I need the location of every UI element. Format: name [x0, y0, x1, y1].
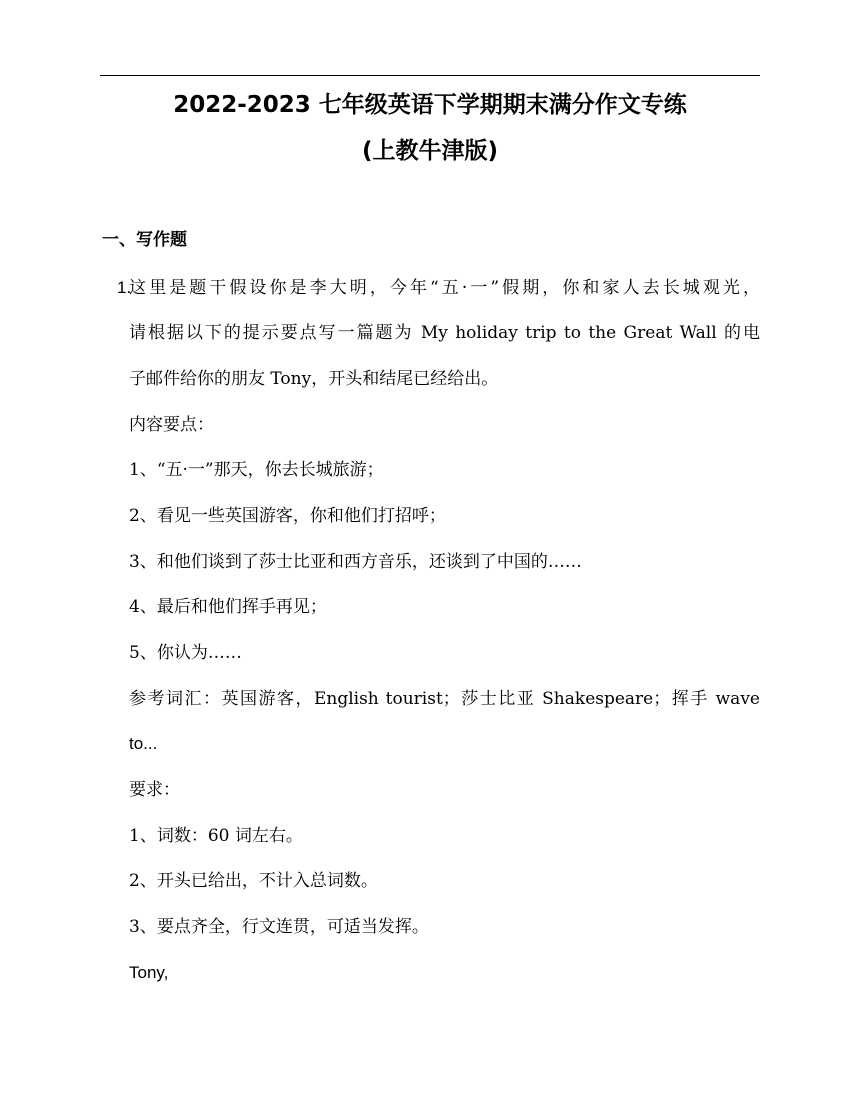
point-item: 5、你认为……	[129, 643, 242, 663]
document-subtitle: (上教牛津版)	[361, 138, 499, 164]
point-item: 4、最后和他们挥手再见；	[129, 597, 327, 617]
document-title: 2022-2023 七年级英语下学期期末满分作文专练	[173, 92, 687, 118]
header-rule	[100, 75, 760, 76]
point-item: 3、和他们谈到了莎士比亚和西方音乐，还谈到了中国的……	[129, 552, 582, 572]
question-number: 1.	[117, 278, 132, 297]
point-item: 2、看见一些英国游客，你和他们打招呼；	[129, 506, 446, 526]
question-stem-line: 子邮件给你的朋友 Tony，开头和结尾已经给出。	[129, 369, 499, 389]
requirement-item: 1、词数：60 词左右。	[129, 826, 303, 846]
requirement-item: 2、开头已给出，不计入总词数。	[129, 871, 378, 891]
point-item: 1、“五·一”那天，你去长城旅游；	[129, 460, 384, 480]
section-heading: 一、写作题	[102, 230, 187, 250]
question-stem-line: 这里是题干假设你是李大明，今年“五·一”假期，你和家人去长城观光，	[129, 278, 760, 298]
vocabulary-line: 参考词汇：英国游客，English tourist；莎士比亚 Shakespeare；挥手 wave	[129, 689, 760, 709]
requirement-item: 3、要点齐全，行文连贯，可适当发挥。	[129, 917, 429, 937]
question-stem-line: 请根据以下的提示要点写一篇题为 My holiday trip to the Great Wall 的电	[129, 323, 760, 343]
requirements-heading: 要求：	[129, 780, 180, 800]
email-greeting: Tony,	[129, 963, 169, 982]
points-heading: 内容要点：	[129, 415, 214, 435]
vocabulary-line: to...	[129, 734, 158, 753]
